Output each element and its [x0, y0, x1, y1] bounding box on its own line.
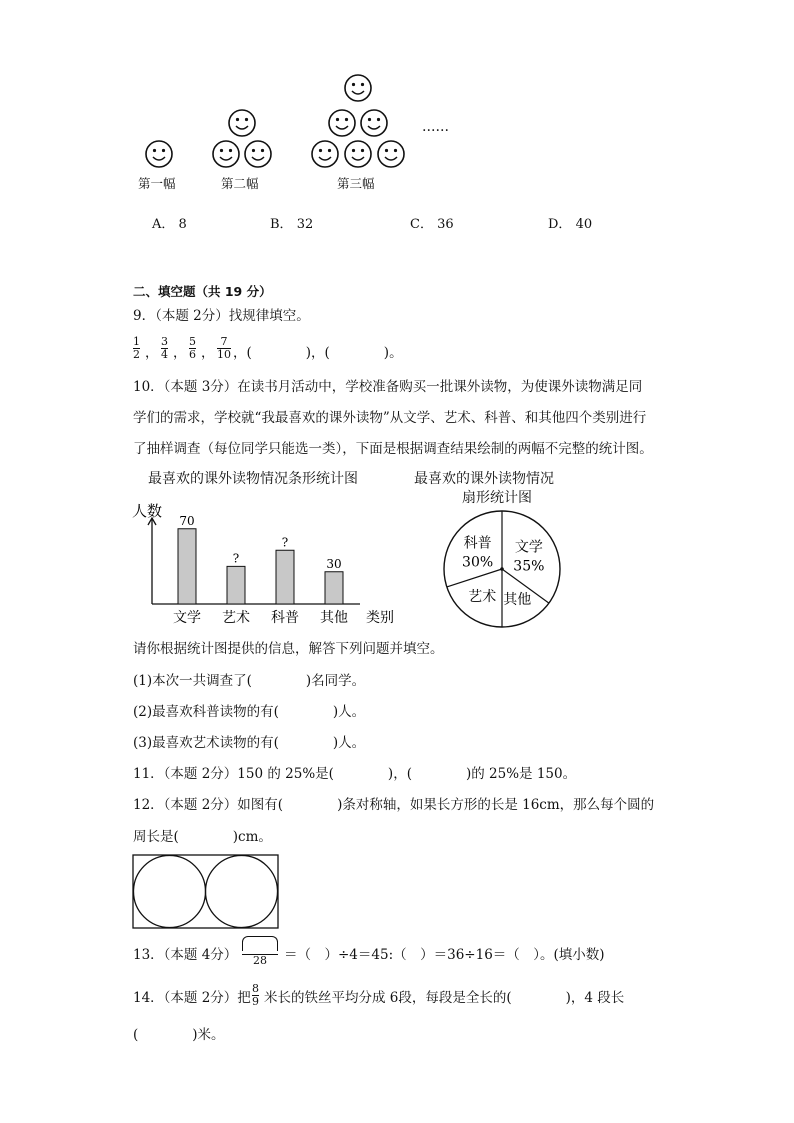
smiley-icon: [245, 141, 271, 167]
section-title: 二、填空题（共 19 分）: [133, 284, 272, 299]
fraction: 3 4: [161, 335, 168, 361]
slice-label: 文学: [514, 539, 543, 556]
slice-percent-label: 30%: [462, 554, 494, 571]
bar-data-label: ?: [232, 551, 240, 566]
smiley-pattern-figure: [130, 70, 470, 180]
slice-label: 科普: [463, 535, 492, 552]
sequence-label: 第三幅: [337, 176, 375, 191]
pie-chart: [436, 505, 568, 637]
question-10-line: 学们的需求，学校就“我最喜欢的课外读物”从文学、艺术、科普、和其他四个类别进行: [133, 410, 647, 426]
bar: [178, 529, 196, 604]
y-axis-label: 人数: [132, 502, 163, 520]
smiley-icon: [312, 141, 338, 167]
bar: [227, 566, 245, 604]
slice-label: 艺术: [468, 589, 497, 606]
option-c: C． 36: [410, 217, 454, 232]
sequence-ellipsis: ……: [422, 119, 449, 135]
bar-data-label: 70: [179, 513, 195, 528]
fraction: 1 2: [133, 335, 140, 361]
smiley-icon: [229, 110, 255, 136]
option-b: B． 32: [270, 217, 314, 232]
question-10-line: 了抽样调查（每位同学只能选一类），下面是根据调查结果绘制的两幅不完整的统计图。: [133, 441, 653, 457]
smiley-icon: [213, 141, 239, 167]
question-14-rest: 米长的铁丝平均分成 6段，每段是全长的( )，4 段长: [264, 990, 625, 1006]
bar-data-label: ?: [281, 535, 289, 550]
bar-chart: [128, 498, 418, 633]
option-d: D． 40: [548, 217, 593, 232]
question-10-sub2: (2)最喜欢科普读物的有( )人。: [133, 704, 366, 720]
smiley-icon: [146, 141, 172, 167]
category-tick-label: 科普: [271, 610, 299, 626]
bar: [325, 572, 343, 604]
rectangle-two-circles-figure: [132, 854, 280, 930]
question-12-line: 周长是( )cm。: [133, 829, 272, 845]
sequence-label: 第一幅: [138, 176, 176, 191]
bar-data-label: 30: [326, 556, 342, 571]
slice-percent-label: 35%: [513, 558, 545, 575]
pie-center-dot: [500, 567, 504, 571]
question-9-stem: 9．（本题 2分）找规律填空。: [133, 308, 310, 324]
question-13-prefix: 13．（本题 4分）: [133, 947, 238, 963]
fraction: 5 6: [189, 335, 196, 361]
bar: [276, 550, 294, 604]
pie-chart-subtitle: 扇形统计图: [462, 490, 532, 506]
question-10-line: 10．（本题 3分）在读书月活动中，学校准备购买一批课外读物，为使课外读物满足同: [133, 379, 643, 395]
question-14-prefix: 14．（本题 2分）把: [133, 990, 251, 1006]
question-11: 11．（本题 2分）150 的 25%是( )，( )的 25%是 150。: [133, 766, 577, 782]
smiley-icon: [378, 141, 404, 167]
x-axis-label: 类别: [366, 610, 394, 626]
smiley-icon: [345, 141, 371, 167]
question-10-prompt: 请你根据统计图提供的信息，解答下列问题并填空。: [133, 641, 444, 657]
question-9-sequence: 1 2 ， 3 4 ， 5 6 ， 7 10 ，( )，( )。: [133, 335, 403, 361]
question-14-line2: ( )米。: [133, 1027, 225, 1043]
question-10-sub3: (3)最喜欢艺术读物的有( )人。: [133, 735, 366, 751]
pie-chart-title: 最喜欢的课外读物情况: [414, 471, 554, 487]
fraction: 7 10: [217, 335, 231, 361]
smiley-icon: [329, 110, 355, 136]
smiley-icon: [361, 110, 387, 136]
blank-box: [242, 936, 278, 951]
question-13-rest: ＝（ ）÷4＝45:（ ）＝36÷16＝（ ）。(填小数): [284, 947, 605, 963]
bar-chart-title: 最喜欢的课外读物情况条形统计图: [148, 471, 358, 487]
category-tick-label: 艺术: [222, 610, 250, 626]
question-10-sub1: (1)本次一共调查了( )名同学。: [133, 673, 366, 689]
sequence-label: 第二幅: [221, 176, 259, 191]
option-a: A． 8: [152, 217, 187, 232]
question-13-fraction: 28: [242, 936, 278, 967]
category-tick-label: 文学: [173, 610, 201, 626]
fraction: 8 9: [252, 982, 259, 1008]
category-tick-label: 其他: [320, 610, 348, 626]
question-12-line: 12．（本题 2分）如图有( )条对称轴，如果长方形的长是 16cm，那么每个圆的: [133, 797, 655, 813]
slice-label: 其他: [503, 591, 532, 608]
smiley-icon: [345, 75, 371, 101]
